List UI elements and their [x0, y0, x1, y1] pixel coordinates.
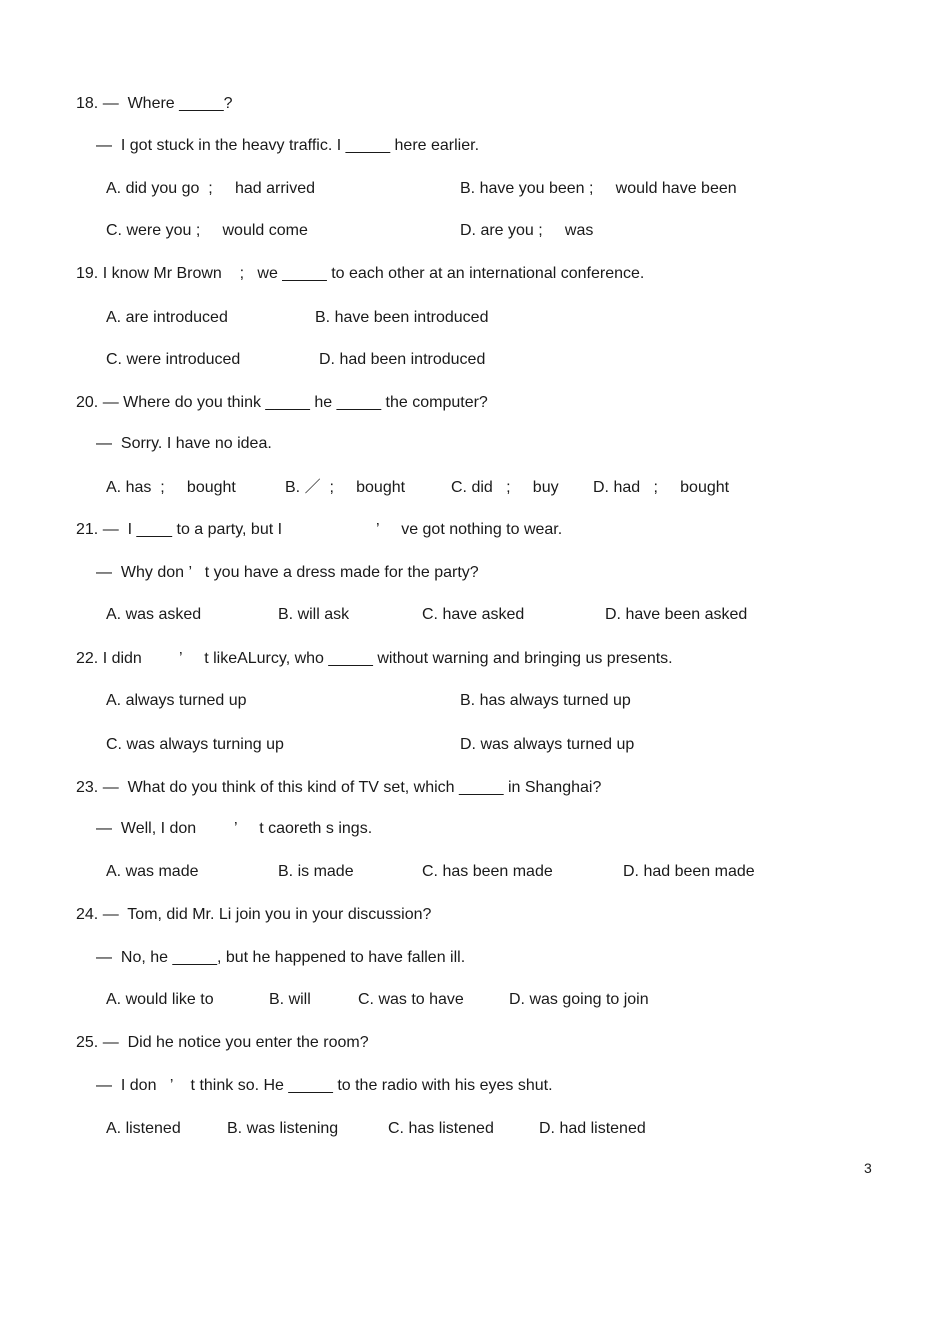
question-25-option-d: D. had listened: [539, 1120, 646, 1137]
question-19-option-a: A. are introduced: [106, 309, 228, 326]
question-23-option-b: B. is made: [278, 863, 354, 880]
question-18-option-d: D. are you ; was: [460, 222, 594, 239]
question-22-stem: 22. I didn: [76, 650, 142, 667]
question-23-option-d: D. had been made: [623, 863, 755, 880]
question-25-option-a: A. listened: [106, 1120, 181, 1137]
question-20-stem: 20. — Where do you think _____ he _____ the computer?: [76, 394, 488, 411]
question-18-option-c: C. were you ; would come: [106, 222, 308, 239]
question-22-option-b: B. has always turned up: [460, 692, 631, 709]
question-19-option-b: B. have been introduced: [315, 309, 489, 326]
question-23-reply: — Well, I don: [96, 820, 197, 837]
question-18-stem: 18. — Where _____?: [76, 95, 233, 112]
question-23-stem: 23. — What do you think of this kind of TV set, which _____ in Shanghai?: [76, 779, 602, 796]
question-24-option-a: A. would like to: [106, 991, 214, 1008]
question-20-option-a: A. has ; bought: [106, 479, 236, 496]
question-23-option-a: A. was made: [106, 863, 199, 880]
question-21-reply: — Why don ’ t you have a dress made for the party?: [96, 564, 479, 581]
question-24-option-b: B. will: [269, 991, 311, 1008]
question-25-option-b: B. was listening: [227, 1120, 339, 1137]
question-21-option-b: B. will ask: [278, 606, 350, 623]
question-24-option-c: C. was to have: [358, 991, 464, 1008]
question-22-stem-continued: ’ t likeALurcy, who _____ without warning and bringing us presents.: [179, 650, 673, 667]
question-20-option-b: B. ／ ; bought: [285, 479, 406, 496]
question-25-reply: — I don ’ t think so. He _____ to the radio with his eyes shut.: [96, 1077, 553, 1094]
question-21-stem-continued: ’ ve got nothing to wear.: [376, 521, 563, 538]
question-18-option-b: B. have you been ; would have been: [460, 180, 737, 197]
question-24-reply: — No, he _____, but he happened to have fallen ill.: [96, 949, 466, 966]
question-22-option-c: C. was always turning up: [106, 736, 284, 753]
question-20-option-d: D. had ; bought: [593, 479, 730, 496]
question-19-stem: 19. I know Mr Brown ; we _____ to each other at an international conference.: [76, 265, 645, 282]
question-24-option-d: D. was going to join: [509, 991, 649, 1008]
question-23-option-c: C. has been made: [422, 863, 553, 880]
page-number: 3: [864, 1160, 872, 1176]
question-25-stem: 25. — Did he notice you enter the room?: [76, 1034, 369, 1051]
question-23-reply-continued: ’ t caoreth s ings.: [234, 820, 373, 837]
question-24-stem: 24. — Tom, did Mr. Li join you in your discussion?: [76, 906, 432, 923]
question-19-option-d: D. had been introduced: [319, 351, 486, 368]
question-21-option-a: A. was asked: [106, 606, 202, 623]
question-22-option-a: A. always turned up: [106, 692, 247, 709]
question-22-option-d: D. was always turned up: [460, 736, 635, 753]
question-20-reply: — Sorry. I have no idea.: [96, 435, 272, 452]
question-21-stem: 21. — I ____ to a party, but I: [76, 521, 283, 538]
question-19-option-c: C. were introduced: [106, 351, 241, 368]
question-21-option-c: C. have asked: [422, 606, 525, 623]
question-25-option-c: C. has listened: [388, 1120, 494, 1137]
question-20-option-c: C. did ; buy: [451, 479, 559, 496]
question-18-reply: — I got stuck in the heavy traffic. I _____ here earlier.: [96, 137, 480, 154]
question-21-option-d: D. have been asked: [605, 606, 748, 623]
question-18-option-a: A. did you go ; had arrived: [106, 180, 316, 197]
